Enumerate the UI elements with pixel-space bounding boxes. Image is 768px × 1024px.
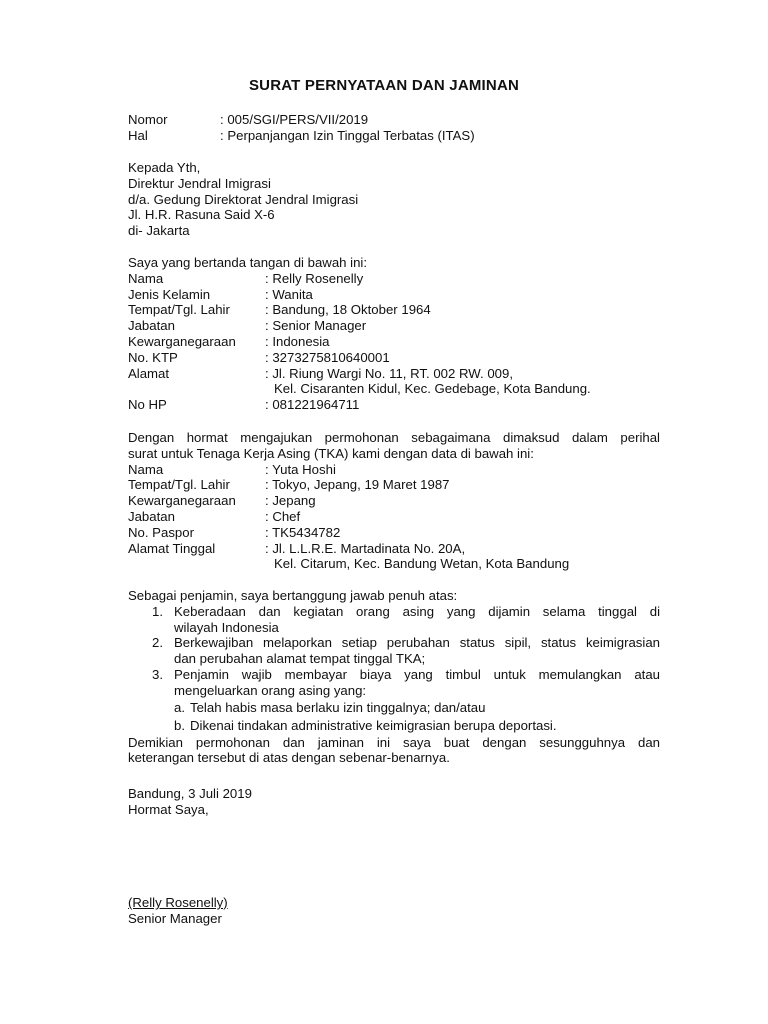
- recipient-line: Direktur Jendral Imigrasi: [128, 175, 271, 191]
- field-label: Jabatan: [128, 508, 175, 524]
- signature-block: [128, 786, 660, 818]
- recipient-line: di- Jakarta: [128, 223, 190, 239]
- signature-name: (Relly Rosenelly): [128, 895, 228, 910]
- list-text-line: dan perubahan alamat tempat tinggal TKA;: [174, 651, 426, 667]
- guarantee-list-item: [128, 635, 660, 667]
- regards: Hormat Saya,: [128, 801, 209, 817]
- guarantee-sub-item: [128, 699, 660, 717]
- sub-item-text: Dikenai tindakan administrative keimigrasian berupa deportasi.: [190, 717, 557, 733]
- field-value: : Tokyo, Jepang, 19 Maret 1987: [265, 477, 450, 493]
- list-number: 1.: [152, 603, 163, 619]
- guarantee-intro: Sebagai penjamin, saya bertanggung jawab penuh atas:: [128, 588, 458, 603]
- field-label: Tempat/Tgl. Lahir: [128, 477, 230, 493]
- sub-item-mark: a.: [174, 699, 185, 715]
- field-label: Kewarganegaraan: [128, 333, 236, 349]
- foreigner-address-continuation: Kel. Citarum, Kec. Bandung Wetan, Kota Bandung: [274, 556, 570, 572]
- list-text-line: Keberadaan dan kegiatan orang asing yang dijamin selama tinggal di: [174, 603, 660, 619]
- sub-item-mark: b.: [174, 717, 185, 733]
- field-value: : Relly Rosenelly: [265, 270, 364, 286]
- guarantee-sub-item: [128, 717, 660, 735]
- signer-field-row: [128, 334, 660, 350]
- list-text-line: wilayah Indonesia: [174, 619, 279, 635]
- field-label: Alamat Tinggal: [128, 540, 216, 556]
- closing-line: Demikian permohonan dan jaminan ini saya buat dengan sesungguhnya dan: [128, 734, 660, 750]
- reference-subject-label: Hal: [128, 127, 148, 143]
- foreigner-field-row: [128, 509, 660, 525]
- foreigner-block: [128, 430, 660, 572]
- place-date: Bandung, 3 Juli 2019: [128, 786, 252, 801]
- guarantee-block: [128, 588, 660, 766]
- field-label: Jenis Kelamin: [128, 286, 211, 302]
- signer-field-row: [128, 366, 660, 382]
- sub-item-text: Telah habis masa berlaku izin tinggalnya; dan/atau: [190, 699, 486, 715]
- field-value: : TK5434782: [265, 524, 341, 540]
- request-paragraph-line: surat untuk Tenaga Kerja Asing (TKA) kami dengan data di bawah ini:: [128, 445, 534, 461]
- list-text-line: mengeluarkan orang asing yang:: [174, 682, 367, 698]
- reference-block: [128, 112, 660, 144]
- foreigner-field-row: [128, 462, 660, 478]
- signature-title: Senior Manager: [128, 910, 222, 926]
- field-label: Tempat/Tgl. Lahir: [128, 302, 230, 318]
- field-label: Nama: [128, 270, 164, 286]
- field-value: : Wanita: [265, 286, 313, 302]
- signer-phone-row: [128, 397, 660, 413]
- signer-field-row: [128, 302, 660, 318]
- field-label: Nama: [128, 461, 164, 477]
- field-value: : Senior Manager: [265, 318, 367, 334]
- guarantee-list-item: [128, 667, 660, 699]
- request-paragraph-line: Dengan hormat mengajukan permohonan sebagaimana dimaksud dalam perihal: [128, 430, 660, 445]
- signer-field-row: [128, 350, 660, 366]
- field-label: Alamat: [128, 365, 170, 381]
- foreigner-field-row: [128, 477, 660, 493]
- reference-subject-row: [128, 128, 660, 144]
- recipient-line: Kepada Yth,: [128, 160, 201, 175]
- closing-line: keterangan tersebut di atas dengan sebenar-benarnya.: [128, 750, 450, 766]
- list-number: 3.: [152, 666, 163, 682]
- field-value: : Chef: [265, 508, 301, 524]
- field-value: : 081221964711: [265, 397, 360, 413]
- field-label: No. KTP: [128, 349, 178, 365]
- recipient-line: Jl. H.R. Rasuna Said X-6: [128, 207, 275, 223]
- field-value: : Indonesia: [265, 333, 330, 349]
- reference-number-row: [128, 112, 660, 128]
- reference-number-value: : 005/SGI/PERS/VII/2019: [220, 112, 369, 127]
- foreigner-field-row: [128, 493, 660, 509]
- field-value: : 3273275810640001: [265, 349, 390, 365]
- recipient-line: d/a. Gedung Direktorat Jendral Imigrasi: [128, 191, 359, 207]
- list-number: 2.: [152, 635, 163, 651]
- field-label: No HP: [128, 397, 167, 413]
- field-value: : Jl. L.L.R.E. Martadinata No. 20A,: [265, 540, 466, 556]
- field-label: Jabatan: [128, 318, 175, 334]
- field-value: : Jepang: [265, 493, 316, 509]
- list-text-line: Penjamin wajib membayar biaya yang timbul untuk memulangkan atau: [174, 666, 660, 682]
- signer-field-row: [128, 318, 660, 334]
- signer-field-row: [128, 287, 660, 303]
- field-value: : Bandung, 18 Oktober 1964: [265, 302, 431, 318]
- foreigner-field-row: [128, 541, 660, 557]
- reference-subject-value: : Perpanjangan Izin Tinggal Terbatas (ITAS): [220, 127, 475, 143]
- document-title: SURAT PERNYATAAN DAN JAMINAN: [248, 77, 520, 94]
- reference-number-label: Nomor: [128, 112, 168, 127]
- signature-name-block: [128, 895, 660, 927]
- signer-field-row: [128, 271, 660, 287]
- foreigner-field-row: [128, 525, 660, 541]
- list-text-line: Berkewajiban melaporkan setiap perubahan status sipil, status keimigrasian: [174, 635, 660, 651]
- field-value: : Yuta Hoshi: [265, 461, 336, 477]
- field-label: No. Paspor: [128, 524, 194, 540]
- signer-address-continuation: Kel. Cisaranten Kidul, Kec. Gedebage, Kota Bandung.: [274, 381, 591, 397]
- field-label: Kewarganegaraan: [128, 493, 236, 509]
- signer-block: [128, 255, 660, 413]
- field-value: : Jl. Riung Wargi No. 11, RT. 002 RW. 009,: [265, 365, 513, 381]
- signer-intro: Saya yang bertanda tangan di bawah ini:: [128, 255, 368, 270]
- recipient-block: [128, 160, 660, 239]
- guarantee-list-item: [128, 604, 660, 636]
